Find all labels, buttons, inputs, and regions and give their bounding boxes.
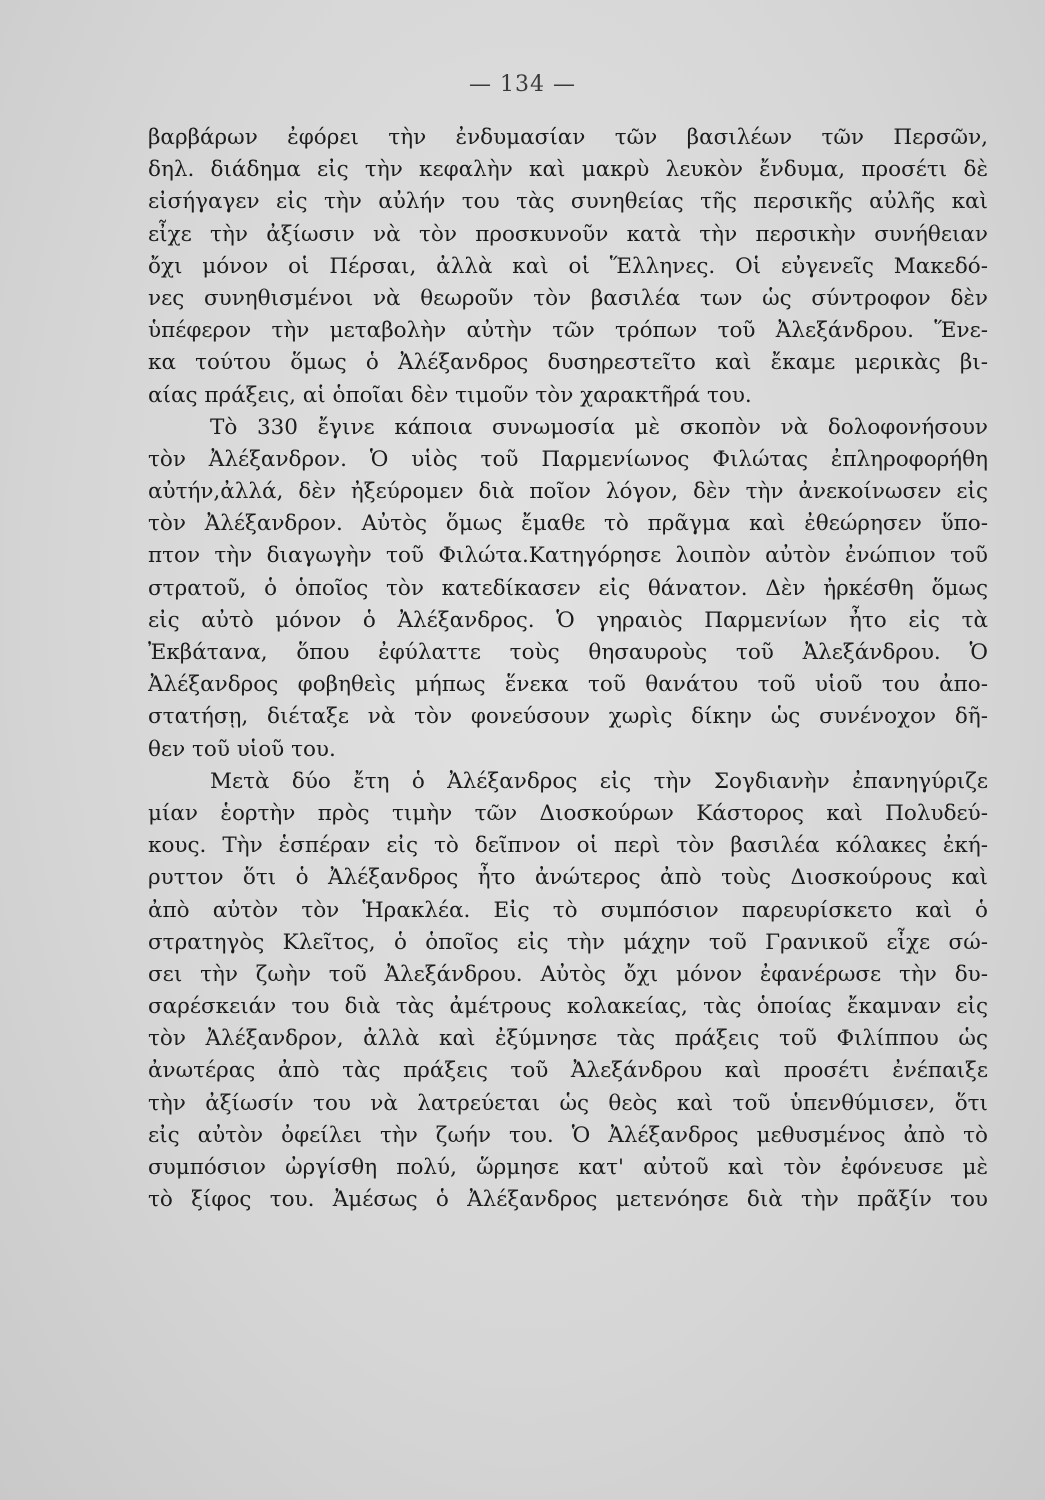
text-line: νες συνηθισμένοι νὰ θεωροῦν τὸν βασιλέα των ὡς σύντροφον δὲν	[148, 285, 988, 311]
text-line: τὸν Ἀλέξανδρον, ἀλλὰ καὶ ἐξύμνησε τὰς πράξεις τοῦ Φιλίππου ὡς	[148, 1026, 988, 1052]
text-line: στατήσῃ, διέταξε νὰ τὸν φονεύσουν χωρὶς δίκην ὡς συνένοχον δῆ-	[148, 704, 988, 730]
text-line: ἀνωτέρας ἀπὸ τὰς πράξεις τοῦ Ἀλεξάνδρου καὶ προσέτι ἐνέπαιξε	[148, 1058, 988, 1084]
text-line: ὄχι μόνον οἱ Πέρσαι, ἀλλὰ καὶ οἱ Ἕλληνες. Οἱ εὐγενεῖς Μακεδό-	[148, 253, 988, 279]
text-line: κους. Τὴν ἑσπέραν εἰς τὸ δεῖπνον οἱ περὶ τὸν βασιλέα κόλακες ἐκή-	[148, 833, 988, 859]
text-line: τὸν Ἀλέξανδρον. Ὁ υἱὸς τοῦ Παρμενίωνος Φιλώτας ἐπληροφορήθη	[148, 446, 988, 472]
text-line: τὴν ἀξίωσίν του νὰ λατρεύεται ὡς θεὸς καὶ τοῦ ὑπενθύμισεν, ὅτι	[148, 1090, 988, 1116]
page-number: — 134 —	[469, 72, 576, 97]
paragraph-start: Τὸ 330 ἔγινε κάποια συνωμοσία μὲ σκοπὸν νὰ δολοφονήσουν	[210, 414, 988, 440]
text-line: θεν τοῦ υἱοῦ του.	[148, 736, 336, 762]
text-line: εἰς αὐτὸ μόνον ὁ Ἀλέξανδρος. Ὁ γηραιὸς Παρμενίων ἦτο εἰς τὰ	[148, 607, 988, 633]
text-line: στρατηγὸς Κλεῖτος, ὁ ὁποῖος εἰς τὴν μάχην τοῦ Γρανικοῦ εἶχε σώ-	[148, 929, 988, 955]
text-line: συμπόσιον ὠργίσθη πολύ, ὥρμησε κατ' αὐτοῦ καὶ τὸν ἐφόνευσε μὲ	[148, 1155, 988, 1180]
text-line: δηλ. διάδημα εἰς τὴν κεφαλὴν καὶ μακρὺ λευκὸν ἔνδυμα, προσέτι δὲ	[148, 157, 988, 183]
text-line: σαρέσκειάν του διὰ τὰς ἀμέτρους κολακείας, τὰς ὁποίας ἔκαμναν εἰς	[148, 994, 988, 1020]
paragraph-start: Μετὰ δύο ἔτη ὁ Ἀλέξανδρος εἰς τὴν Σογδιανὴν ἐπανηγύριζε	[210, 768, 988, 794]
text-line: εἰσήγαγεν εἰς τὴν αὐλήν του τὰς συνηθείας τῆς περσικῆς αὐλῆς καὶ	[148, 189, 988, 215]
text-line: στρατοῦ, ὁ ὁποῖος τὸν κατεδίκασεν εἰς θάνατον. Δὲν ἠρκέσθη ὅμως	[148, 575, 988, 601]
text-line: αίας πράξεις, αἱ ὁποῖαι δὲν τιμοῦν τὸν χαρακτῆρά του.	[148, 382, 752, 408]
text-line: κα τούτου ὅμως ὁ Ἀλέξανδρος δυσηρεστεῖτο καὶ ἔκαμε μερικὰς βι-	[148, 350, 988, 376]
text-line: αὐτήν,ἀλλά, δὲν ἠξεύρομεν διὰ ποῖον λόγον, δὲν τὴν ἀνεκοίνωσεν εἰς	[148, 479, 988, 505]
text-line: πτον τὴν διαγωγὴν τοῦ Φιλώτα.Κατηγόρησε λοιπὸν αὐτὸν ἐνώπιον τοῦ	[148, 543, 988, 569]
text-line: εἶχε τὴν ἀξίωσιν νὰ τὸν προσκυνοῦν κατὰ τὴν περσικὴν συνήθειαν	[148, 221, 988, 247]
text-line: Ἐκβάτανα, ὅπου ἐφύλαττε τοὺς θησαυροὺς τοῦ Ἀλεξάνδρου. Ὁ	[148, 640, 988, 665]
text-line: τὸν Ἀλέξανδρον. Αὐτὸς ὅμως ἔμαθε τὸ πρᾶγμα καὶ ἐθεώρησεν ὕπο-	[148, 511, 988, 537]
text-line: ρυττον ὅτι ὁ Ἀλέξανδρος ἦτο ἀνώτερος ἀπὸ τοὺς Διοσκούρους καὶ	[148, 865, 988, 891]
text-line: σει τὴν ζωὴν τοῦ Ἀλεξάνδρου. Αὐτὸς ὄχι μόνον ἐφανέρωσε τὴν δυ-	[148, 961, 988, 987]
text-line: βαρβάρων ἐφόρει τὴν ἐνδυμασίαν τῶν βασιλέων τῶν Περσῶν,	[148, 125, 988, 150]
body-text	[148, 122, 988, 1216]
text-line: μίαν ἑορτὴν πρὸς τιμὴν τῶν Διοσκούρων Κάστορος καὶ Πολυδεύ-	[148, 800, 988, 826]
text-line: ὑπέφερον τὴν μεταβολὴν αὐτὴν τῶν τρόπων τοῦ Ἀλεξάνδρου. Ἕνε-	[148, 318, 988, 344]
text-line: ἀπὸ αὐτὸν τὸν Ἡρακλέα. Εἰς τὸ συμπόσιον παρευρίσκετο καὶ ὁ	[148, 897, 988, 923]
text-line: εἰς αὐτὸν ὀφείλει τὴν ζωήν του. Ὁ Ἀλέξανδρος μεθυσμένος ἀπὸ τὸ	[148, 1122, 988, 1148]
text-line: τὸ ξίφος του. Ἀμέσως ὁ Ἀλέξανδρος μετενόησε διὰ τὴν πρᾶξίν του	[148, 1187, 988, 1213]
text-line: Ἀλέξανδρος φοβηθεὶς μήπως ἕνεκα τοῦ θανάτου τοῦ υἱοῦ του ἀπο-	[148, 672, 988, 698]
